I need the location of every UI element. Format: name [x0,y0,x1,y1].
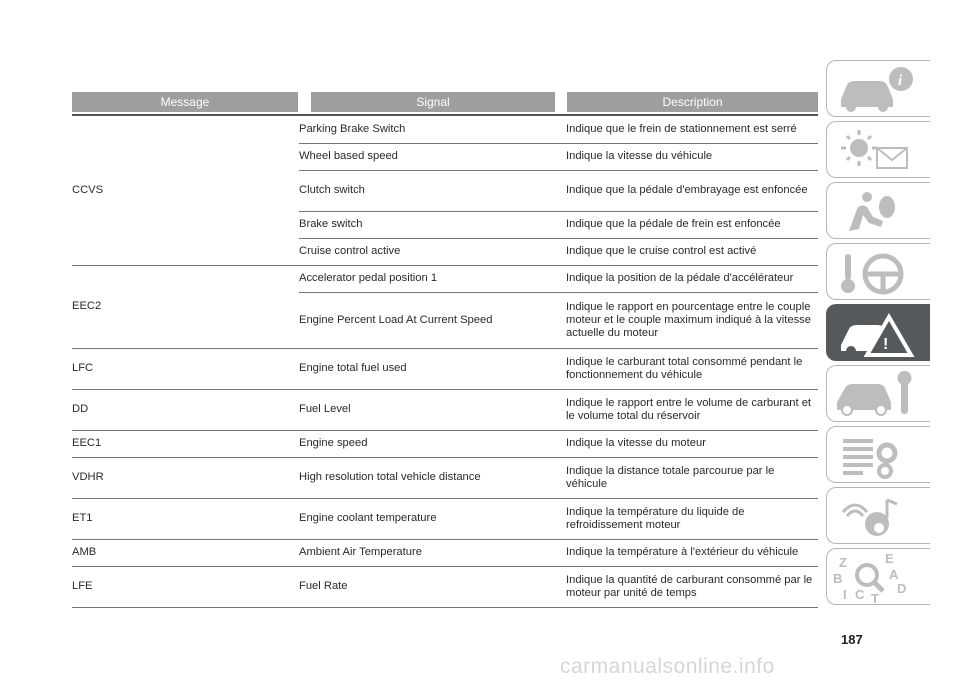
header-description: Description [567,92,818,112]
signal-cell: Accelerator pedal position 1 [299,265,566,292]
message-cell: EEC2 [72,265,299,348]
description-cell: Indique que la pédale d'embrayage est enfoncée [566,170,818,211]
tab-airbag-seat[interactable] [826,182,930,239]
signal-cell: Parking Brake Switch [299,116,566,143]
svg-text:!: ! [883,336,889,353]
watermark: carmanualsonline.info [560,655,775,678]
signal-cell: Wheel based speed [299,143,566,170]
description-cell: Indique que la pédale de frein est enfoncée [566,211,818,238]
alphabetical-index-icon [827,549,931,606]
signal-cell: Engine coolant temperature [299,498,566,539]
tab-warning-lights[interactable] [826,121,930,178]
description-cell: Indique la température du liquide de refroidissement moteur [566,498,818,539]
tab-key-steering[interactable] [826,243,930,300]
table-row [72,265,818,292]
tab-car-info[interactable] [826,60,930,117]
message-cell: LFC [72,348,299,389]
header-signal: Signal [311,92,555,112]
tab-alphabetical-index[interactable] [826,548,930,605]
warning-lights-icon [827,122,931,179]
description-cell: Indique le rapport entre le volume de carburant et le volume total du réservoir [566,389,818,430]
description-cell: Indique le rapport en pourcentage entre le couple moteur et le couple maximum indiqué à la vitesse actuelle du moteur [566,292,818,348]
table-row [72,539,818,566]
index-letter: E [885,551,894,566]
index-letter: B [833,571,843,586]
message-cell: CCVS [72,116,299,265]
description-cell: Indique la vitesse du moteur [566,430,818,457]
description-cell: Indique la distance totale parcourue par le véhicule [566,457,818,498]
signal-cell: Engine Percent Load At Current Speed [299,292,566,348]
car-maintenance-icon [827,366,931,423]
tab-multimedia[interactable] [826,487,930,544]
index-letter: C [855,587,865,602]
tab-car-maintenance[interactable] [826,365,930,422]
signal-cell: Engine total fuel used [299,348,566,389]
table-row [72,498,818,539]
signal-cell: High resolution total vehicle distance [299,457,566,498]
multimedia-icon [827,488,931,545]
description-cell: Indique la quantité de carburant consommé par le moteur par unité de temps [566,566,818,607]
description-cell: Indique la température à l'extérieur du véhicule [566,539,818,566]
table-row [72,566,818,607]
signal-cell: Fuel Level [299,389,566,430]
index-letter: Z [839,555,847,570]
message-cell: AMB [72,539,299,566]
index-letter: A [889,567,899,582]
description-cell: Indique que le frein de stationnement est serré [566,116,818,143]
airbag-seat-icon [827,183,931,240]
signal-cell: Brake switch [299,211,566,238]
table-row [72,430,818,457]
table-row [72,389,818,430]
tab-breakdown-warning[interactable] [826,304,930,361]
specifications-icon [827,427,931,484]
tab-specifications[interactable] [826,426,930,483]
table-row [72,457,818,498]
description-cell: Indique le carburant total consommé pendant le fonctionnement du véhicule [566,348,818,389]
index-letter: D [897,581,907,596]
description-cell: Indique que le cruise control est activé [566,238,818,265]
index-letter: T [871,591,879,606]
message-cell: VDHR [72,457,299,498]
signal-cell: Cruise control active [299,238,566,265]
description-cell: Indique la vitesse du véhicule [566,143,818,170]
signal-cell: Engine speed [299,430,566,457]
message-cell: DD [72,389,299,430]
header-message: Message [72,92,298,112]
page-number: 187 [841,632,863,647]
svg-text:i: i [898,73,903,89]
message-cell: LFE [72,566,299,607]
signal-cell: Clutch switch [299,170,566,211]
car-info-icon [827,61,931,118]
message-cell: ET1 [72,498,299,539]
signal-cell: Fuel Rate [299,566,566,607]
signal-cell: Ambient Air Temperature [299,539,566,566]
table-row [72,348,818,389]
table-row [72,116,818,143]
message-cell: EEC1 [72,430,299,457]
description-cell: Indique la position de la pédale d'accélérateur [566,265,818,292]
key-steering-icon [827,244,931,301]
signal-table [72,116,818,608]
breakdown-warning-icon [827,305,931,362]
index-letter: I [843,587,847,602]
